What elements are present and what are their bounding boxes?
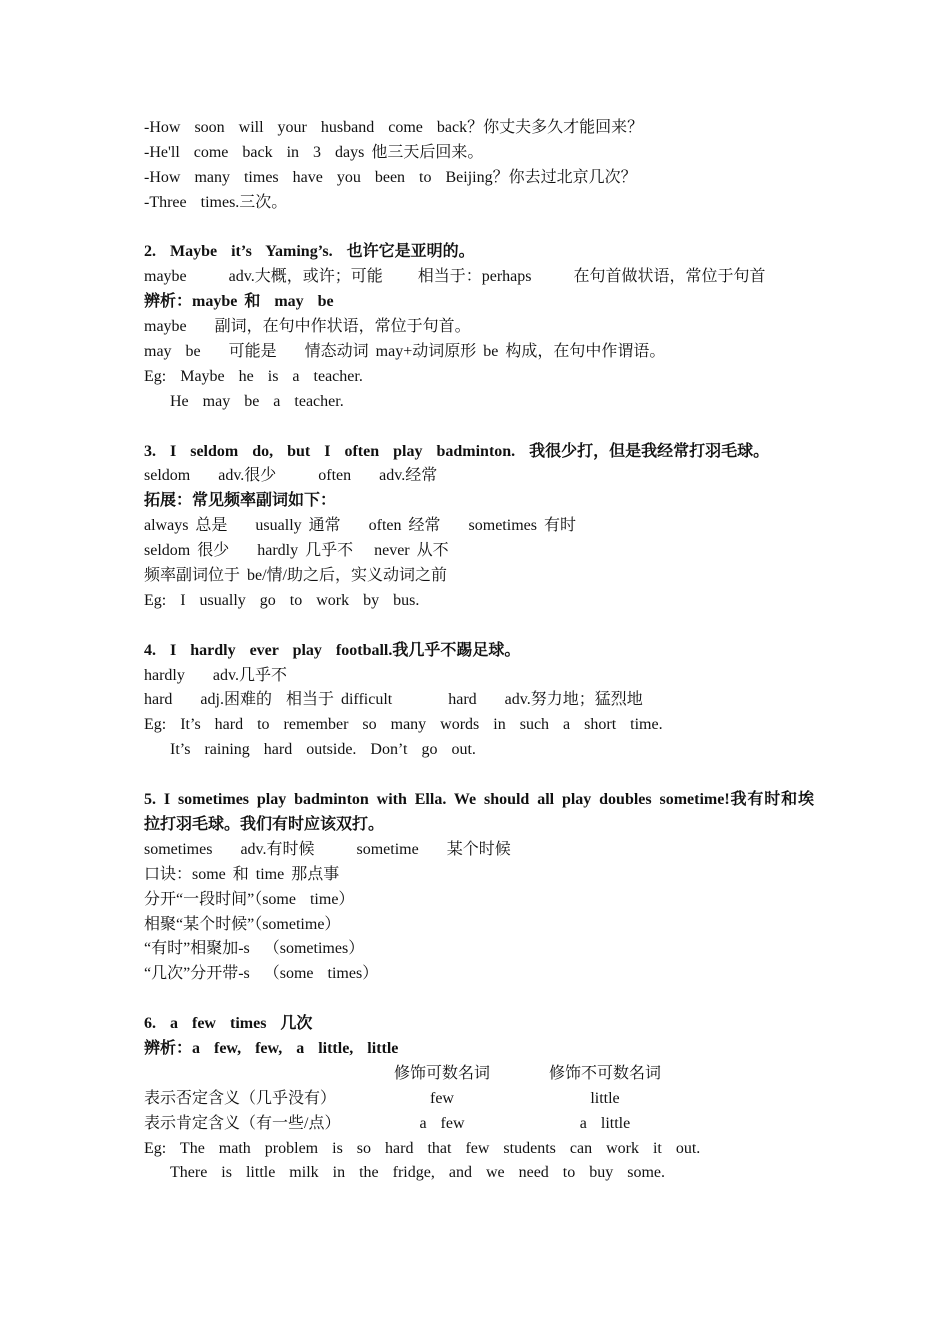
example-line: Eg: It’s hard to remember so many words in such a short time. [144, 716, 663, 734]
text-line: sometimes adv.有时候 sometime 某个时候 [144, 840, 511, 858]
section-label: 拓展：常见频率副词如下： [144, 492, 337, 510]
section-5 [144, 788, 814, 987]
table-header-cell: 修饰可数名词 [393, 1064, 490, 1082]
section-label: 辨析：maybe 和 may be [144, 293, 334, 311]
table-header-cell: 修饰不可数名词 [548, 1064, 661, 1082]
text-line: always 总是 usually 通常 often 经常 sometimes 有时 [144, 517, 576, 535]
example-line: Eg: The math problem is so hard that few students can work it out. [144, 1139, 701, 1157]
text-line: 相聚“某个时候”（sometime） [144, 915, 341, 933]
section-6 [144, 1012, 814, 1186]
example-line: It’s raining hard outside. Don’t go out. [170, 741, 476, 759]
dialogue-line: -How many times have you been to Beijing？你去过北京几次？ [144, 168, 637, 186]
example-line: There is little milk in the fridge, and we need to buy some. [170, 1164, 666, 1182]
section-heading: 4. I hardly ever play football.我几乎不踢足球。 [144, 641, 521, 659]
text-line: “有时”相聚加-s （sometimes） [144, 940, 365, 958]
text-line: maybe adv.大概，或许；可能 相当于：perhaps 在句首做状语，常位于句首 [144, 268, 766, 286]
text-line: seldom 很少 hardly 几乎不 never 从不 [144, 542, 449, 560]
example-line: Eg: Maybe he is a teacher. [144, 367, 363, 385]
section-heading: 6. a few times 几次 [144, 1015, 313, 1033]
text-line: 口诀：some 和 time 那点事 [144, 865, 340, 883]
section-2 [144, 240, 814, 414]
table-cell: 表示肯定含义（有一些/点） [144, 1114, 341, 1132]
text-line: maybe 副词，在句中作状语，常位于句首。 [144, 318, 471, 336]
intro-dialogue [144, 116, 814, 216]
section-3 [144, 440, 814, 614]
spacer [144, 987, 814, 1012]
table-row [144, 1112, 814, 1137]
spacer [144, 614, 814, 639]
section-heading: 5. I sometimes play badminton with Ella. We should all play doubles sometime!我有时和埃拉打羽毛球。我们有时应该双打。 [144, 791, 814, 833]
dialogue-line: -He'll come back in 3 days 他三天后回来。 [144, 143, 484, 161]
dialogue-line: -How soon will your husband come back？你丈夫多久才能回来？ [144, 119, 644, 136]
text-line: “几次”分开带-s （some times） [144, 965, 379, 983]
spacer [144, 763, 814, 788]
table-cell: little [590, 1089, 620, 1107]
table-cell: a little [579, 1114, 631, 1132]
example-line: He may be a teacher. [170, 392, 344, 410]
text-line: hard adj.困难的 相当于 difficult hard adv.努力地；猛烈地 [144, 691, 643, 709]
text-line: may be 可能是 情态动词 may+动词原形 be 构成，在句中作谓语。 [144, 343, 666, 361]
text-line: seldom adv.很少 often adv.经常 [144, 467, 438, 485]
dialogue-line: -Three times.三次。 [144, 193, 288, 211]
text-line: 分开“一段时间”（some time） [144, 890, 355, 908]
section-4 [144, 639, 814, 763]
table-cell: few [430, 1089, 454, 1107]
section-heading: 3. I seldom do, but I often play badminton. 我很少打，但是我经常打羽毛球。 [144, 442, 770, 460]
text-line: hardly adv.几乎不 [144, 666, 287, 684]
section-label: 辨析：a few, few, a little, little [144, 1039, 399, 1057]
document-page [144, 116, 814, 1186]
section-heading: 2. Maybe it’s Yaming’s. 也许它是亚明的。 [144, 243, 475, 261]
text-line: 频率副词位于 be/情/助之后，实义动词之前 [144, 567, 447, 585]
table-cell: 表示否定含义（几乎没有） [144, 1089, 337, 1107]
spacer [144, 415, 814, 440]
table-row [144, 1087, 814, 1112]
table-header-cell [144, 1062, 354, 1087]
table-cell: a few [419, 1114, 465, 1132]
example-line: Eg: I usually go to work by bus. [144, 591, 420, 609]
comparison-table [144, 1062, 814, 1137]
table-header-row [144, 1062, 814, 1087]
spacer [144, 216, 814, 241]
